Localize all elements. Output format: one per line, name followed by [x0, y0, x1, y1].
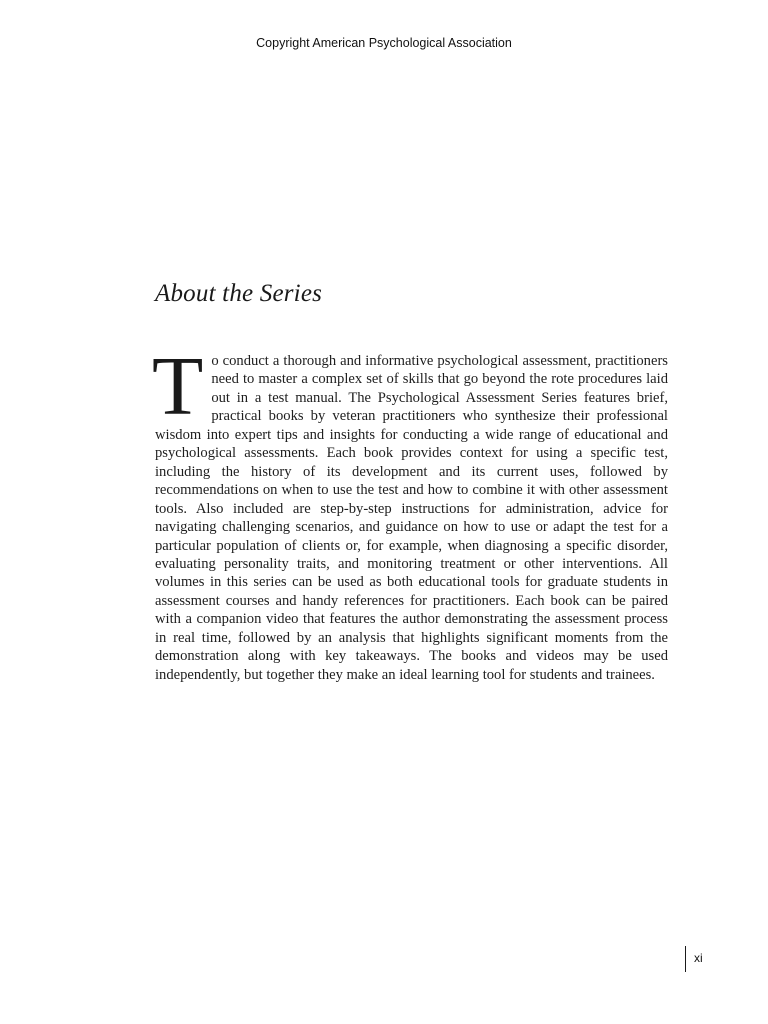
series-description-paragraph	[152, 340, 668, 684]
page-number: xi	[694, 951, 703, 965]
copyright-notice: Copyright American Psychological Association	[256, 36, 512, 50]
section-title: About the Series	[155, 280, 323, 307]
paragraph-text: o conduct a thorough and informative psychological assessment, practitioners need to master a complex set of skills that go beyond the rote procedures laid out in a test manual. The Psychological Assessment Series features brief, practical books by veteran practitioners who synthesize their professional wisdom into expert tips and insights for conducting a wide range of educational and psychological assessments. Each book provides context for using a specific test, including the history of its development and its current uses, followed by recommendations on when to use the test and how to combine it with other assessment tools. Also included are step-by-step instructions for administration, advice for navigating challenging scenarios, and guidance on how to use or adapt the test for a particular population of clients or, for example, when diagnosing a specific disorder, evaluating personality traits, and monitoring treatment or other interventions. All volumes in this series can be used as both educational tools for graduate students in assessment courses and handy references for practitioners. Each book can be paired with a companion video that features the author demonstrating the assessment process in real time, followed by an analysis that highlights significant moments from the demonstration along with key takeaways. The books and videos may be used independently, but together they make an ideal learning tool for students and trainees.	[155, 353, 668, 683]
page-number-divider	[685, 946, 686, 972]
drop-cap-letter: T	[152, 340, 204, 433]
